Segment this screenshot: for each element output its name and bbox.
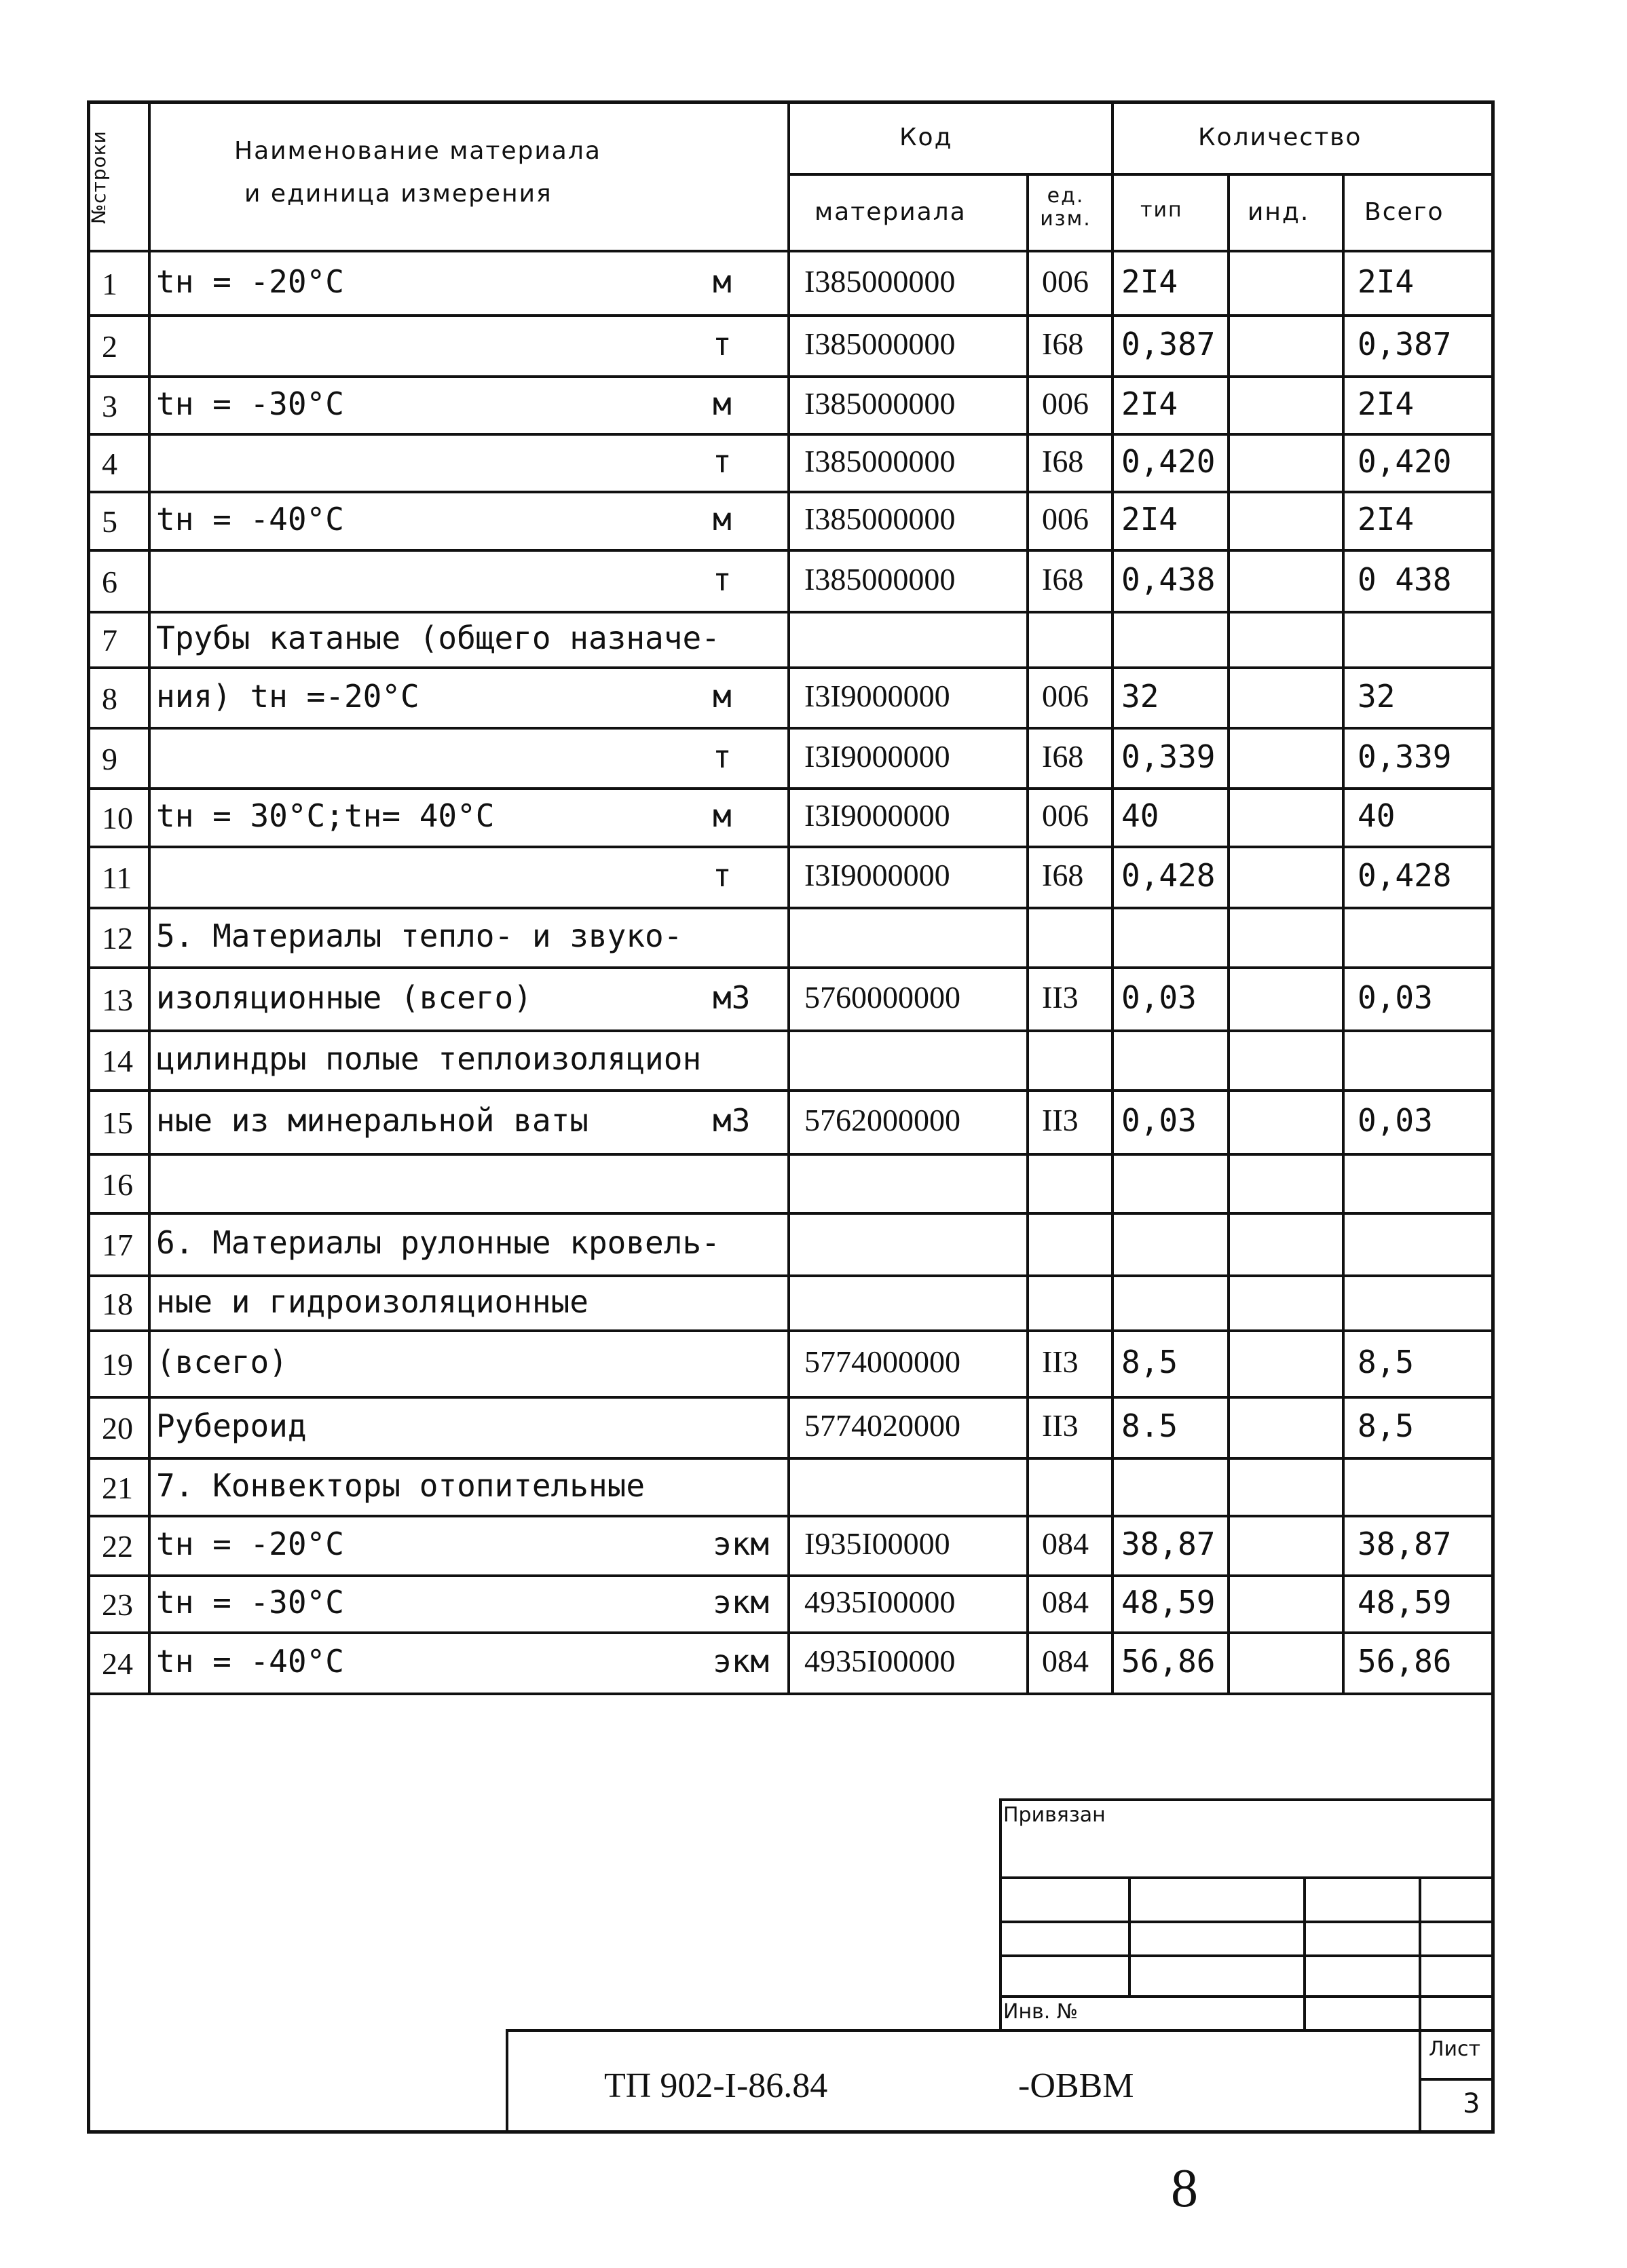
unit-label: т (713, 326, 732, 362)
col-line-name (787, 100, 790, 1693)
material-name: tн = -40°C (156, 1643, 344, 1680)
row-line (87, 1574, 1495, 1577)
material-code: I385000000 (804, 502, 956, 536)
unit-label: т (713, 857, 732, 894)
material-code: I385000000 (804, 263, 956, 299)
qty-type: 38,87 (1121, 1526, 1216, 1562)
unit-label: экм (713, 1643, 770, 1680)
material-name: 6. Материалы рулонные кровель- (156, 1224, 720, 1261)
qty-type: 0,339 (1121, 738, 1216, 775)
header-code-material: материала (815, 198, 967, 226)
material-name: 5. Материалы тепло- и звуко- (156, 918, 683, 954)
row-line (87, 491, 1495, 493)
qty-total: 2I4 (1358, 385, 1415, 422)
qty-total: 40 (1358, 797, 1396, 834)
material-name: 7. Конвекторы отопительные (156, 1467, 646, 1504)
stamp-line (506, 2029, 508, 2134)
qty-total: 8,5 (1358, 1344, 1415, 1380)
stamp-line (1303, 1876, 1306, 2029)
unit-code: I68 (1042, 858, 1084, 892)
header-quantity: Количество (1198, 124, 1362, 151)
qty-type: 0,428 (1121, 857, 1216, 894)
row-number: 23 (102, 1587, 133, 1622)
row-number: 2 (102, 329, 117, 364)
material-name: ния) tн =-20°C (156, 677, 419, 715)
material-name: изоляционные (всего) (156, 979, 532, 1016)
col-line-type (1227, 173, 1230, 1693)
row-line (87, 966, 1495, 969)
qty-type: 48,59 (1121, 1584, 1216, 1621)
row-line (87, 846, 1495, 848)
row-number: 24 (102, 1646, 133, 1681)
row-number: 22 (102, 1529, 133, 1564)
unit-code: 084 (1042, 1644, 1089, 1678)
page-number: 8 (1171, 2159, 1198, 2218)
unit-code: 006 (1042, 798, 1089, 833)
unit-code: 006 (1042, 678, 1089, 713)
header-qty-ind: инд. (1248, 198, 1310, 226)
unit-label: т (713, 442, 732, 480)
stamp-sheet-label: Лист (1429, 2037, 1481, 2061)
row-number: 4 (102, 446, 117, 481)
header-name-line1: Наименование материала (234, 137, 601, 165)
qty-total: 32 (1358, 677, 1396, 715)
row-line (87, 375, 1495, 378)
unit-code: II3 (1042, 1103, 1079, 1137)
material-code: 4935I00000 (804, 1644, 956, 1678)
row-line (87, 1212, 1495, 1215)
col-line-unit (1111, 100, 1114, 1693)
row-number: 11 (102, 861, 132, 895)
material-name: ные и гидроизоляционные (156, 1283, 588, 1320)
col-line-code (1026, 173, 1029, 1693)
row-number: 10 (102, 801, 133, 835)
row-line (87, 1329, 1495, 1332)
unit-label: м3 (713, 979, 751, 1016)
stamp-bound-label: Привязан (1003, 1803, 1106, 1827)
stamp-line (999, 1798, 1495, 1801)
qty-total: 0,428 (1358, 857, 1452, 894)
stamp-doc-suffix: -ОВВМ (1018, 2066, 1134, 2105)
header-code: Код (899, 124, 953, 151)
header-name-line2: и единица измерения (244, 180, 553, 208)
row-number: 21 (102, 1470, 133, 1505)
material-name: tн = -30°C (156, 1584, 344, 1621)
material-name: tн = 30°C;tн= 40°C (156, 797, 495, 834)
row-number: 15 (102, 1105, 133, 1140)
qty-type: 0,387 (1121, 326, 1216, 362)
material-name: Рубероид (156, 1407, 307, 1444)
col-line-rowno (148, 100, 151, 1693)
row-number: 20 (102, 1411, 133, 1445)
header-sub-line (787, 173, 1495, 176)
qty-type: 0,438 (1121, 561, 1216, 598)
header-bottom-line (87, 250, 1495, 252)
unit-label: экм (713, 1584, 770, 1621)
material-code: I385000000 (804, 561, 956, 597)
qty-type: 8,5 (1121, 1344, 1178, 1380)
qty-total: 0,420 (1358, 442, 1452, 480)
row-line (87, 1693, 1495, 1695)
header-row-no: №строки (88, 130, 110, 224)
unit-code: 084 (1042, 1585, 1089, 1619)
unit-label: м (713, 263, 732, 300)
material-code: I3I9000000 (804, 858, 950, 892)
material-name: tн = -30°C (156, 385, 344, 422)
unit-code: II3 (1042, 979, 1079, 1015)
row-number: 1 (102, 266, 117, 301)
unit-code: I68 (1042, 326, 1084, 361)
qty-type: 40 (1121, 797, 1159, 834)
qty-total: 48,59 (1358, 1584, 1452, 1621)
row-line (87, 1457, 1495, 1460)
material-code: I3I9000000 (804, 798, 950, 833)
unit-label: м (713, 501, 732, 537)
stamp-inv-label: Инв. № (1003, 2000, 1079, 2024)
row-line (87, 611, 1495, 613)
row-number: 19 (102, 1347, 133, 1382)
qty-total: 38,87 (1358, 1526, 1452, 1562)
unit-label: м (713, 797, 732, 834)
row-number: 17 (102, 1228, 133, 1262)
qty-total: 0 438 (1358, 561, 1452, 598)
qty-total: 0,387 (1358, 326, 1452, 362)
unit-label: экм (713, 1526, 770, 1562)
header-qty-type: тип (1140, 198, 1183, 222)
material-code: I385000000 (804, 443, 956, 478)
row-line (87, 727, 1495, 730)
row-line (87, 314, 1495, 317)
row-line (87, 1515, 1495, 1517)
material-code: I3I9000000 (804, 678, 950, 713)
stamp-line (1419, 2078, 1495, 2081)
row-line (87, 433, 1495, 436)
stamp-doc-code: ТП 902-I-86.84 (604, 2066, 828, 2105)
row-line (87, 1396, 1495, 1399)
row-number: 9 (102, 741, 117, 776)
row-number: 6 (102, 564, 117, 599)
row-number: 12 (102, 921, 133, 956)
unit-code: I68 (1042, 443, 1084, 478)
material-code: 5774000000 (804, 1344, 960, 1379)
qty-type: 32 (1121, 677, 1159, 715)
material-name: tн = -20°C (156, 263, 344, 300)
qty-type: 2I4 (1121, 263, 1178, 300)
qty-type: 0,420 (1121, 442, 1216, 480)
qty-type: 0,03 (1121, 979, 1197, 1016)
unit-code: 006 (1042, 502, 1089, 536)
material-code: I385000000 (804, 385, 956, 421)
qty-type: 56,86 (1121, 1643, 1216, 1680)
col-line-ind (1342, 173, 1345, 1693)
qty-total: 2I4 (1358, 501, 1415, 537)
row-line (87, 1089, 1495, 1092)
qty-type: 2I4 (1121, 501, 1178, 537)
header-qty-total: Всего (1364, 198, 1444, 226)
unit-code: II3 (1042, 1344, 1079, 1379)
material-code: 5762000000 (804, 1103, 960, 1137)
material-code: I935I00000 (804, 1526, 950, 1561)
stamp-sheet-number: 3 (1463, 2088, 1480, 2119)
material-name: (всего) (156, 1344, 288, 1380)
qty-total: 0,339 (1358, 738, 1452, 775)
row-line (87, 1153, 1495, 1156)
stamp-line (1128, 1876, 1131, 1995)
unit-label: т (713, 738, 732, 775)
unit-label: м3 (713, 1102, 751, 1139)
unit-label: м (713, 677, 732, 715)
header-code-unit: ед. изм. (1040, 184, 1091, 231)
material-code: 5774020000 (804, 1408, 960, 1443)
material-code: 5760000000 (804, 979, 960, 1015)
row-number: 5 (102, 504, 117, 539)
row-number: 16 (102, 1167, 133, 1202)
qty-type: 2I4 (1121, 385, 1178, 422)
material-code: 4935I00000 (804, 1585, 956, 1619)
unit-code: I68 (1042, 738, 1084, 774)
unit-label: м (713, 385, 732, 422)
qty-type: 0,03 (1121, 1102, 1197, 1139)
material-name: tн = -20°C (156, 1526, 344, 1562)
material-name: tн = -40°C (156, 501, 344, 537)
unit-label: т (713, 561, 732, 598)
qty-total: 2I4 (1358, 263, 1415, 300)
row-number: 18 (102, 1286, 133, 1321)
unit-code: 084 (1042, 1526, 1089, 1561)
row-line (87, 1274, 1495, 1277)
unit-code: 006 (1042, 385, 1089, 421)
row-line (87, 907, 1495, 909)
qty-total: 0,03 (1358, 1102, 1433, 1139)
row-number: 14 (102, 1044, 133, 1078)
row-number: 8 (102, 681, 117, 716)
unit-code: 006 (1042, 263, 1089, 299)
unit-code: II3 (1042, 1408, 1079, 1443)
row-number: 3 (102, 388, 117, 423)
qty-total: 0,03 (1358, 979, 1433, 1016)
row-line (87, 549, 1495, 552)
material-name: Трубы катаные (общего назначе- (156, 620, 720, 656)
stamp-line (999, 1798, 1002, 2029)
row-line (87, 1631, 1495, 1634)
material-code: I3I9000000 (804, 738, 950, 774)
material-code: I385000000 (804, 326, 956, 361)
material-name: ные из минеральной ваты (156, 1102, 588, 1139)
unit-code: I68 (1042, 561, 1084, 597)
qty-total: 56,86 (1358, 1643, 1452, 1680)
qty-type: 8.5 (1121, 1407, 1178, 1444)
row-line (87, 666, 1495, 669)
stamp-line (506, 2029, 1495, 2032)
stamp-line (1419, 1876, 1421, 2134)
qty-total: 8,5 (1358, 1407, 1415, 1444)
row-number: 13 (102, 982, 133, 1017)
row-number: 7 (102, 623, 117, 658)
material-name: цилиндры полые теплоизоляцион (156, 1040, 702, 1077)
row-line (87, 787, 1495, 790)
row-line (87, 1029, 1495, 1032)
